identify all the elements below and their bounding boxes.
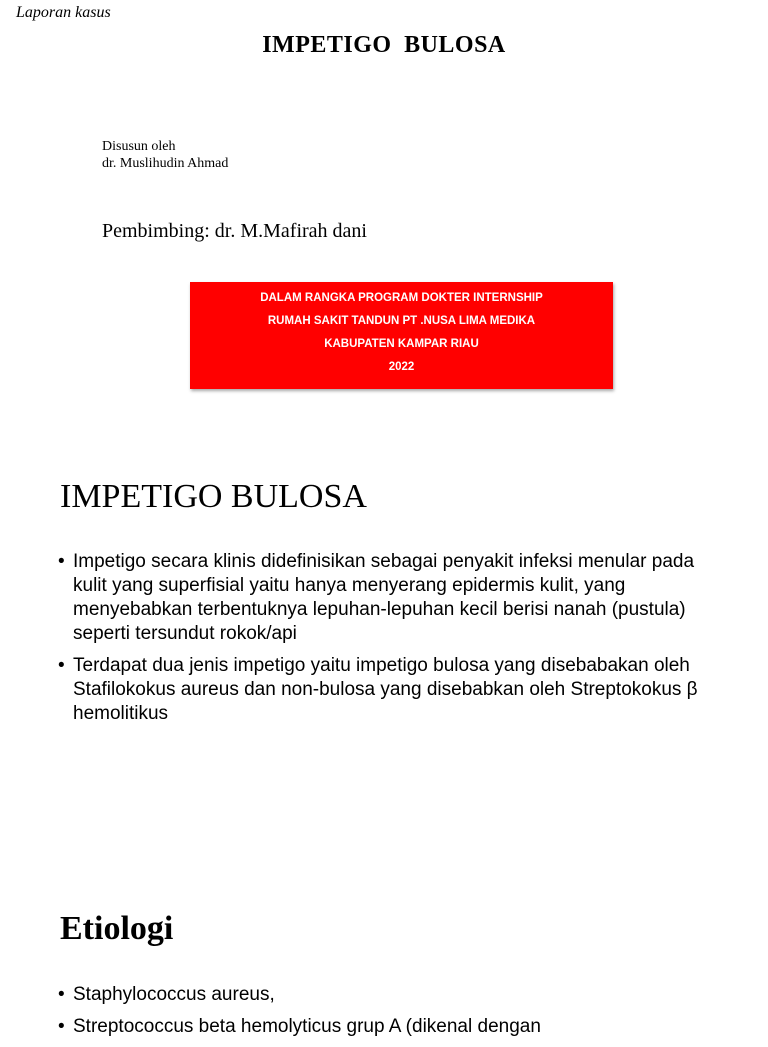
bullet-item: • Staphylococcus aureus, [58,983,738,1007]
cover-title: IMPETIGO BULOSA [262,32,506,58]
supervisor-line: Pembimbing: dr. M.Mafirah dani [102,220,367,242]
bullet-list [58,550,718,734]
bullet-item: • Streptococcus beta hemolyticus grup A (dikenal dengan [58,1015,738,1039]
banner-line: DALAM RANGKA PROGRAM DOKTER INTERNSHIP [260,292,543,304]
author-block [102,138,228,172]
bullet-list [58,983,738,1047]
author-name: dr. Muslihudin Ahmad [102,156,229,171]
bullet-item: • Impetigo secara klinis didefinisikan sebagai penyakit infeksi menular pada kulit yang superfisial yaitu hanya menyerang epidermis kulit, yang menyebabkan terbentuknya lepuhan-lepuhan kecil berisi nanah (pustula) seperti tersundut rokok/api [58,550,718,646]
banner-line: RUMAH SAKIT TANDUN PT .NUSA LIMA MEDIKA [267,315,536,327]
definition-slide [0,430,768,850]
slide-title: Etiologi [60,910,174,947]
cover-slide [0,0,768,430]
program-banner [190,282,613,389]
etiology-slide [0,850,768,1037]
banner-line: 2022 [388,361,415,373]
compiled-by-label: Disusun oleh [102,139,176,154]
slide-title: IMPETIGO BULOSA [60,478,367,515]
bullet-item: • Terdapat dua jenis impetigo yaitu impetigo bulosa yang disebabakan oleh Stafilokokus aureus dan non-bulosa yang disebabkan oleh Streptokokus β hemolitikus [58,654,718,726]
document-type-label: Laporan kasus [16,4,111,21]
banner-line: KABUPATEN KAMPAR RIAU [324,338,479,350]
